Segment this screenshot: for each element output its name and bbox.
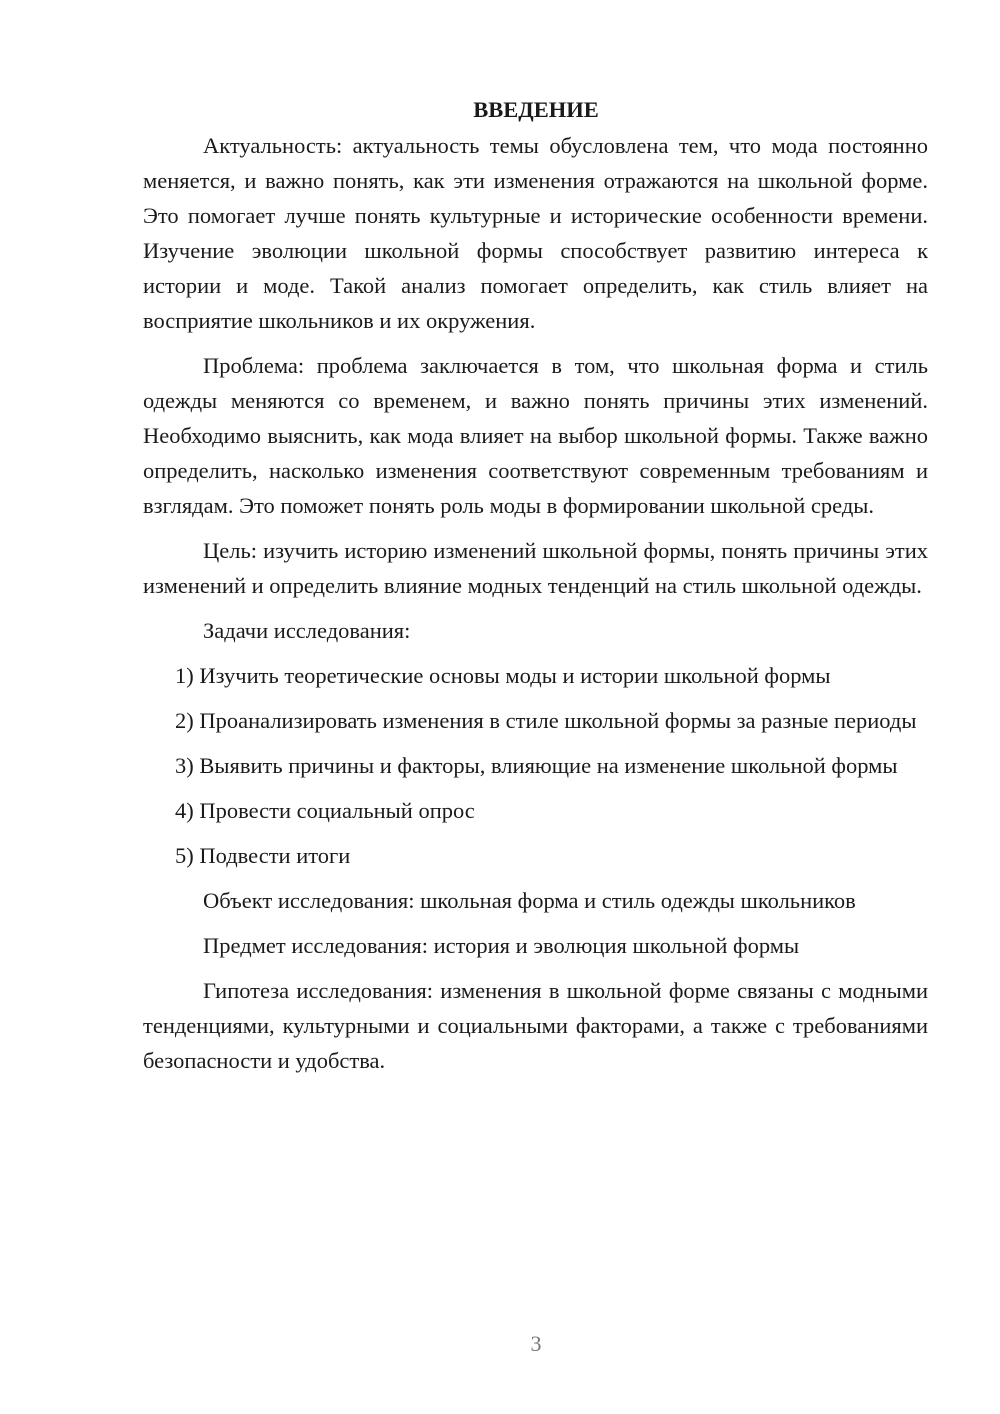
task-item-3: 3) Выявить причины и факторы, влияющие на изменение школьной формы	[175, 753, 898, 778]
section-heading: ВВЕДЕНИЕ	[473, 97, 599, 122]
paragraph-goal: Цель: изучить историю изменений школьной формы, понять причины этих изменений и определить влияние модных тенденций на стиль школьной одежды.	[143, 538, 928, 598]
page-number: 3	[530, 1331, 542, 1356]
document-page	[143, 92, 928, 1088]
paragraph-problem: Проблема: проблема заключается в том, что школьная форма и стиль одежды меняются со временем, и важно понять причины этих изменений. Необходимо выяснить, как мода влияет на выбор школьной формы. Также важно определить, насколько изменения соответствуют современным требованиям и взглядам. Это поможет понять роль моды в формировании школьной среды.	[143, 353, 928, 518]
task-item-5: 5) Подвести итоги	[175, 843, 351, 868]
paragraph-hypothesis: Гипотеза исследования: изменения в школьной форме связаны с модными тенденциями, культурными и социальными факторами, а также с требованиями безопасности и удобства.	[143, 978, 928, 1073]
task-item-4: 4) Провести социальный опрос	[175, 798, 475, 823]
paragraph-subject: Предмет исследования: история и эволюция школьной формы	[203, 933, 800, 958]
paragraph-relevance: Актуальность: актуальность темы обусловлена тем, что мода постоянно меняется, и важно понять, как эти изменения отражаются на школьной форме. Это помогает лучше понять культурные и исторические особенности времени. Изучение эволюции школьной формы способствует развитию интереса к истории и моде. Такой анализ помогает определить, как стиль влияет на восприятие школьников и их окружения.	[143, 133, 928, 333]
tasks-title: Задачи исследования:	[203, 618, 411, 643]
task-item-1: 1) Изучить теоретические основы моды и истории школьной формы	[175, 663, 831, 688]
paragraph-object: Объект исследования: школьная форма и стиль одежды школьников	[203, 888, 856, 913]
task-item-2: 2) Проанализировать изменения в стиле школьной формы за разные периоды	[175, 708, 917, 733]
